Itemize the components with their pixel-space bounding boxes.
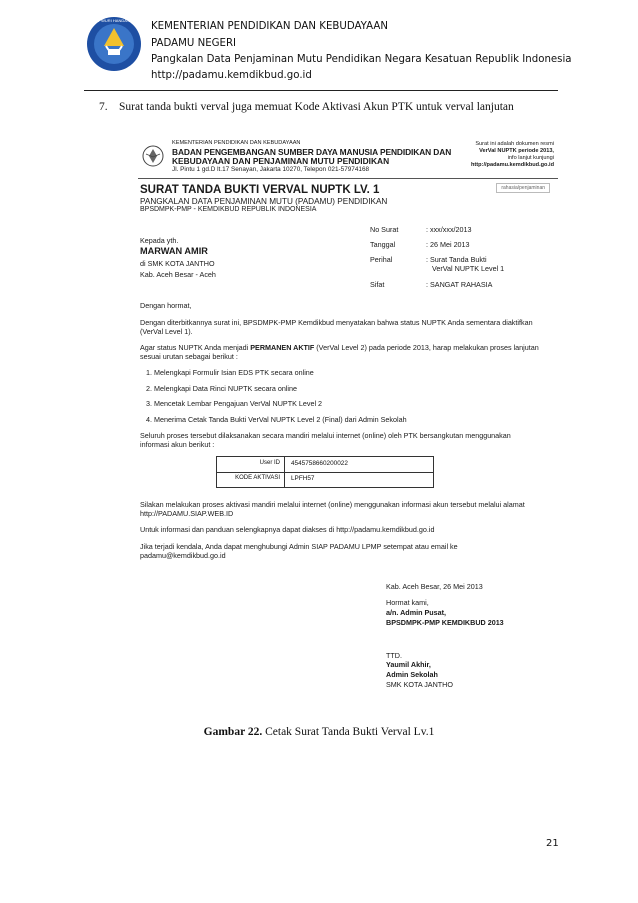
para1-line1: Dengan diterbitkannya surat ini, BPSDMPK-PMP Kemdikbud menyatakan bahwa status NUPTK Anda sementara diaktifkan (140, 318, 533, 327)
para3-line2: informasi akun berikut : (140, 440, 215, 449)
kode-aktivasi-label: KODE AKTIVASI (217, 472, 285, 487)
meta-sifat-value: : SANGAT RAHASIA (426, 280, 493, 289)
step-item: 2. Melengkapi Data Rinci NUPTK secara online (146, 384, 298, 393)
letter-note-line1: Surat ini adalah dokumen resmi (475, 141, 554, 147)
item-text: Surat tanda bukti verval juga memuat Kode Aktivasi Akun PTK untuk verval lanjutan (119, 101, 514, 113)
classification-stamp: rahasia/penjaminan (496, 183, 550, 193)
page-number: 21 (546, 838, 559, 849)
recipient-region: Kab. Aceh Besar - Aceh (140, 270, 216, 279)
para2-line2: sesuai urutan sebagai berikut : (140, 352, 238, 361)
meta-no-surat-value: : xxx/xxx/2013 (426, 225, 472, 234)
letter-org-line2: KEBUDAYAAN DAN PENJAMINAN MUTU PENDIDIKAN (172, 156, 390, 166)
step-item: 4. Menerima Cetak Tanda Bukti VerVal NUPTK Level 2 (Final) dari Admin Sekolah (146, 415, 407, 424)
sign-an: a/n. Admin Pusat, (386, 608, 447, 617)
header-program: PADAMU NEGERI (151, 38, 237, 49)
para6-line1: Jika terjadi kendala, Anda dapat menghubungi Admin SIAP PADAMU LPMP setempat atau email ke (140, 542, 458, 551)
meta-perihal-label: Perihal (370, 255, 393, 264)
step-item: 3. Mencetak Lembar Pengajuan VerVal NUPTK Level 2 (146, 399, 323, 408)
letter-subtitle2: BPSDMPK-PMP - KEMDIKBUD REPUBLIK INDONESIA (140, 206, 317, 213)
sign-position: Admin Sekolah (386, 670, 438, 679)
sign-name: Yaumil Akhir, (386, 660, 431, 669)
para4-url: http://PADAMU.SIAP.WEB.ID (140, 509, 234, 518)
step-item: 1. Melengkapi Formulir Isian EDS PTK secara online (146, 368, 314, 377)
figure-caption (0, 726, 638, 738)
caption-text: Cetak Surat Tanda Bukti Verval Lv.1 (262, 726, 435, 738)
recipient-name: MARWAN AMIR (140, 246, 208, 256)
letter-note-line4: http://padamu.kemdikbud.go.id (471, 162, 554, 168)
letter-note-line2: VerVal NUPTK periode 2013, (479, 148, 554, 154)
meta-sifat-label: Sifat (370, 280, 385, 289)
meta-no-surat-label: No Surat (370, 225, 399, 234)
sign-pusat: BPSDMPK-PMP KEMDIKBUD 2013 (386, 618, 504, 627)
para3-line1: Seluruh proses tersebut dilaksanakan secara mandiri melalui internet (online) oleh PTK bersangkutan menggunakan (140, 431, 511, 440)
recipient-greeting: Kepada yth. (140, 236, 179, 245)
letter-org-top: KEMENTERIAN PENDIDIKAN DAN KEBUDAYAAN (172, 140, 301, 146)
kode-aktivasi-value: LPFH57 (291, 475, 315, 482)
para2-line1 (140, 343, 539, 352)
recipient-school: di SMK KOTA JANTHO (140, 259, 215, 268)
letter-org-line1: BADAN PENGEMBANGAN SUMBER DAYA MANUSIA PENDIDIKAN DAN (172, 147, 452, 157)
sign-hormat: Hormat kami, (386, 598, 429, 607)
caption-label: Gambar 22. (203, 726, 263, 738)
para6-email: padamu@kemdikbud.go.id (140, 551, 226, 560)
letter-image (130, 133, 560, 703)
letter-subtitle1: PANGKALAN DATA PENJAMINAN MUTU (PADAMU) PENDIDIKAN (140, 197, 388, 206)
sign-place-date: Kab. Aceh Besar, 26 Mei 2013 (386, 582, 483, 591)
item-number: 7. (99, 101, 108, 113)
garuda-emblem-icon (142, 145, 164, 167)
para2-pre: Agar status NUPTK Anda menjadi (140, 343, 251, 352)
header-description: Pangkalan Data Penjaminan Mutu Pendidikan Negara Kesatuan Republik Indonesia (151, 54, 572, 65)
letter-divider (138, 178, 558, 179)
letter-salutation: Dengan hormat, (140, 301, 192, 310)
account-row-userid (217, 457, 433, 473)
logo-lettering: TUT WURI HANDAYANI (92, 18, 136, 23)
para5-text: Untuk informasi dan panduan selengkapnya dapat diakses di http://padamu.kemdikbud.go.id (140, 525, 435, 534)
kemdikbud-logo (86, 16, 142, 72)
para2-post: (VerVal Level 2) pada periode 2013, harap melakukan proses lanjutan (314, 343, 539, 352)
meta-tanggal-label: Tanggal (370, 240, 396, 249)
meta-perihal-value2: VerVal NUPTK Level 1 (432, 264, 505, 273)
para4-line1: Silakan melakukan proses aktivasi mandiri melalui internet (online) menggunakan informasi akun tersebut melalui alamat (140, 500, 525, 509)
user-id-value: 4545758660200022 (291, 460, 348, 467)
account-table (216, 456, 434, 488)
account-row-kode (217, 472, 433, 487)
header-divider (84, 90, 558, 91)
header-ministry: KEMENTERIAN PENDIDIKAN DAN KEBUDAYAAN (151, 21, 388, 32)
meta-perihal-value1: : Surat Tanda Bukti (426, 255, 487, 264)
user-id-label: User ID (217, 457, 285, 472)
sign-ttd: TTD. (386, 651, 402, 660)
letter-org-address: Jl. Pintu 1 gd.D lt.17 Senayan, Jakarta 10270, Telepon 021-57974168 (172, 166, 370, 173)
letter-title: SURAT TANDA BUKTI VERVAL NUPTK LV. 1 (140, 184, 380, 196)
para1-line2: (VerVal Level 1). (140, 327, 193, 336)
sign-school: SMK KOTA JANTHO (386, 680, 453, 689)
letter-note-line3: info lanjut kunjungi (507, 155, 554, 161)
header-url: http://padamu.kemdikbud.go.id (151, 70, 312, 81)
para2-bold: PERMANEN AKTIF (250, 343, 315, 352)
meta-tanggal-value: : 26 Mei 2013 (426, 240, 470, 249)
